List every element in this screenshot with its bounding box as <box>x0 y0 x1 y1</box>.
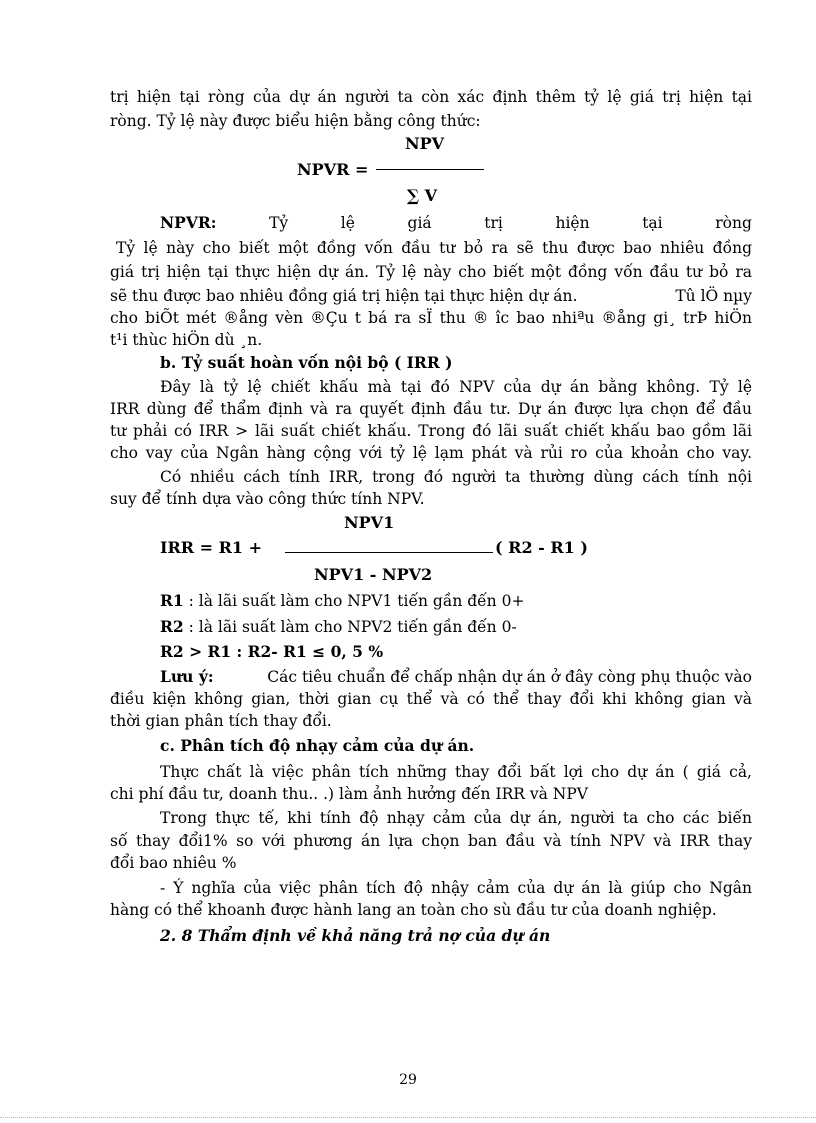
irr-numerator: NPV1 <box>344 513 395 532</box>
fraction-bar <box>285 552 493 553</box>
text-segment: sẽ thu được bao nhiêu đồng giá trị hiện tại thực hiện dự án. <box>110 287 578 305</box>
text-line: hàng có thể khoanh được hành lang an toàn cho sù đầu tư của doanh nghiệp. <box>110 901 717 919</box>
text-line: Trong thực tế, khi tính độ nhạy cảm của dự án, người ta cho các biến <box>160 809 752 827</box>
npvr-lhs: NPVR = <box>297 160 369 179</box>
legacy-encoded-text: cho biÕt mét ®ång vèn ®Çu t bá ra sÏ thu ® îc bao nhiªu ®ång gi¸ trÞ hiÖn <box>110 309 752 327</box>
word: trị <box>484 214 503 232</box>
word: hiện <box>555 214 590 232</box>
text-line: giá trị hiện tại thực hiện dự án. Tỷ lệ này cho biết một đồng vốn đầu tư bỏ ra <box>110 263 752 281</box>
page-number: 29 <box>399 1072 417 1088</box>
text-line: - Ý nghĩa của việc phân tích độ nhậy cảm của dự án là giúp cho Ngân <box>160 879 752 897</box>
text-segment: Các tiêu chuẩn để chấp nhận dự án ở đây còng phụ thuộc vào <box>267 668 752 686</box>
text-line: Thực chất là việc phân tích những thay đổi bất lợi cho dự án ( giá cả, <box>160 763 752 781</box>
legacy-encoded-text: Tû lÖ nµy <box>675 287 752 305</box>
irr-lhs: IRR = R1 + <box>160 538 263 557</box>
word: ròng <box>715 214 752 232</box>
word: giá <box>407 214 432 232</box>
r2-item <box>160 617 802 637</box>
text-line: cho vay của Ngân hàng cộng với tỷ lệ lạm phát và rủi ro của khoản cho vay. <box>110 444 752 462</box>
text-line: tư phải có IRR > lãi suất chiết khấu. Trong đó lãi suất chiết khấu bao gồm lãi <box>110 422 752 440</box>
note-label: Lưu ý: <box>160 667 214 686</box>
r1-item <box>160 591 802 611</box>
text-line: IRR dùng để thẩm định và ra quyết định đầu tư. Dự án được lựa chọn để đầu <box>110 400 752 418</box>
section-heading: b. Tỷ suất hoàn vốn nội bộ ( IRR ) <box>160 353 453 372</box>
text-line: thời gian phân tích thay đổi. <box>110 712 332 730</box>
text-line: Đây là tỷ lệ chiết khấu mà tại đó NPV của dự án bằng không. Tỷ lệ <box>160 378 752 396</box>
text-line: đổi bao nhiêu % <box>110 854 237 872</box>
r1-label: R1 <box>160 591 184 610</box>
text-line <box>160 667 752 687</box>
word: lệ <box>340 214 355 232</box>
text-line: trị hiện tại ròng của dự án người ta còn xác định thêm tỷ lệ giá trị hiện tại <box>110 88 752 106</box>
section-heading: 2. 8 Thẩm định về khả năng trả nợ của dự án <box>160 926 551 945</box>
word: tại <box>642 214 663 232</box>
page-bottom-rule <box>0 1117 816 1118</box>
npvr-definition <box>160 213 752 233</box>
text-line: chi phí đầu tư, doanh thu.. .) làm ảnh hưởng đến IRR và NPV <box>110 785 588 803</box>
npvr-denominator: ∑ V <box>407 186 438 205</box>
r1-text: : là lãi suất làm cho NPV1 tiến gần đến 0+ <box>183 592 525 610</box>
r2-label: R2 <box>160 617 184 636</box>
legacy-encoded-text: t¹i thùc hiÖn dù ¸n. <box>110 331 263 349</box>
irr-tail: ( R2 - R1 ) <box>495 538 588 557</box>
section-heading: c. Phân tích độ nhạy cảm của dự án. <box>160 736 475 755</box>
npvr-numerator: NPV <box>405 134 445 153</box>
condition: R2 > R1 : R2- R1 ≤ 0, 5 % <box>160 642 384 661</box>
text-line: ròng. Tỷ lệ này được biểu hiện bằng công thức: <box>110 112 481 130</box>
text-line: suy để tính dựa vào công thức tính NPV. <box>110 490 425 508</box>
text-line: điều kiện không gian, thời gian cụ thể và có thể thay đổi khi không gian và <box>110 690 752 708</box>
text-line <box>110 286 752 306</box>
irr-denominator: NPV1 - NPV2 <box>314 565 433 584</box>
text-line: Tỷ lệ này cho biết một đồng vốn đầu tư bỏ ra sẽ thu được bao nhiêu đồng <box>116 239 752 257</box>
fraction-bar <box>376 169 484 170</box>
r2-text: : là lãi suất làm cho NPV2 tiến gần đến 0- <box>183 618 517 636</box>
text-line: số thay đổi1% so với phương án lựa chọn ban đầu và tính NPV và IRR thay <box>110 832 752 850</box>
word: Tỷ <box>269 214 289 232</box>
text-line: Có nhiều cách tính IRR, trong đó người ta thường dùng cách tính nội <box>160 468 752 486</box>
npvr-term: NPVR: <box>160 213 217 232</box>
